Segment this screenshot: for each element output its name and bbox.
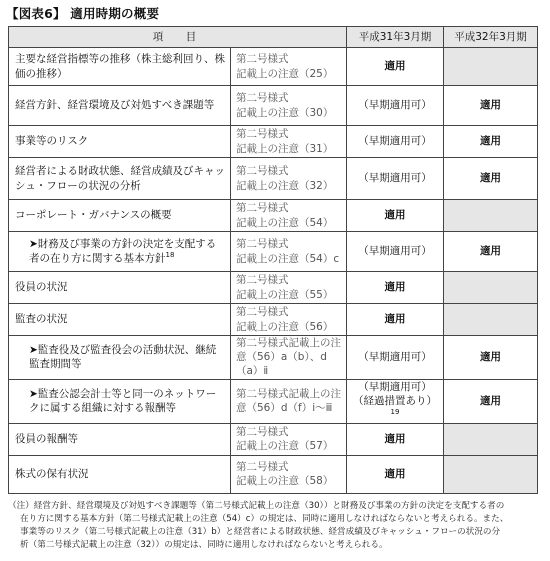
row-fy2020-status: 適用 (444, 232, 538, 272)
row-item-label (9, 86, 231, 126)
row-fy2019-status (347, 423, 444, 455)
status-text: （早期適用可） (358, 245, 432, 258)
row-fy2019-status (347, 86, 444, 126)
form-line-2: 意（56）a（b）、d（a）ⅱ (236, 351, 327, 378)
row-fy2019-status (347, 48, 444, 86)
row-item-label (9, 126, 231, 158)
item-text: 事業等のリスク (15, 135, 89, 148)
item-text: ➤監査公認会計士等と同一のネットワークに属する組織に対する報酬等 (29, 387, 217, 415)
form-line-1: 第二号様式 (236, 53, 289, 66)
table-row (9, 455, 538, 493)
form-line-1: 第二号様式記載上の注 (236, 337, 341, 349)
form-line-2: 記載上の注意（57） (236, 440, 334, 453)
row-item-label (9, 232, 231, 272)
row-fy2020-status (444, 304, 538, 336)
item-text: 経営者による財政状態、経営成績及びキャッシュ・フローの状況の分析 (15, 165, 225, 192)
footnote-line: （注）経営方針、経営環境及び対処すべき課題等（第二号様式記載上の注意（30））と財務及び事業の方針の決定を支配する者の (8, 501, 505, 511)
row-item-label (9, 200, 231, 232)
row-item-label (9, 423, 231, 455)
form-line-1: 第二号様式 (236, 425, 289, 438)
table-row (9, 304, 538, 336)
table-row (9, 126, 538, 158)
row-form-reference (231, 336, 347, 380)
form-line-1: 第二号様式 (236, 274, 289, 287)
table-row (9, 336, 538, 380)
row-form-reference (231, 379, 347, 423)
form-line-2: 記載上の注意（25） (236, 67, 334, 80)
row-form-reference (231, 86, 347, 126)
status-text: （早期適用可） (358, 380, 432, 393)
row-fy2020-status: 適用 (444, 86, 538, 126)
row-fy2020-status (444, 48, 538, 86)
row-fy2020-status (444, 272, 538, 304)
table-row (9, 232, 538, 272)
transitional-text: （経過措置あり） (353, 394, 437, 407)
item-text: コーポレート・ガバナンスの概要 (15, 209, 172, 222)
table-header-row (9, 27, 538, 48)
footnote-line: 析（第二号様式記載上の注意（32））の規定は、同時に適用しなければならないと考えられる。 (20, 539, 388, 550)
row-form-reference (231, 304, 347, 336)
table-row (9, 158, 538, 200)
status-text: 適用 (384, 281, 406, 294)
row-fy2019-status (347, 379, 444, 423)
row-fy2019-status (347, 304, 444, 336)
form-line-1: 第二号様式 (236, 238, 289, 251)
row-fy2020-status: 適用 (444, 336, 538, 380)
item-text: 監査の状況 (15, 313, 68, 326)
form-line-2: 記載上の注意（55） (236, 288, 334, 301)
status-text: 適用 (384, 60, 406, 73)
table-row (9, 86, 538, 126)
row-form-reference (231, 158, 347, 200)
row-fy2019-status (347, 455, 444, 493)
status-text: 適用 (384, 209, 406, 222)
form-line-2: 記載上の注意（54） (236, 216, 334, 229)
form-line-2: 記載上の注意（31） (236, 142, 334, 155)
footnote-line: 在り方に関する基本方針（第二号様式記載上の注意（54）c）の規定は、同時に適用しなければならないと考えられる。また、 (20, 513, 509, 524)
item-text: 役員の状況 (15, 281, 68, 294)
row-fy2020-status: 適用 (444, 158, 538, 200)
row-fy2019-status (347, 158, 444, 200)
item-text: 役員の報酬等 (15, 432, 78, 445)
form-line-2: 記載上の注意（56） (236, 320, 334, 333)
form-line-2: 記載上の注意（32） (236, 179, 334, 192)
table-row (9, 379, 538, 423)
row-fy2019-status (347, 126, 444, 158)
header-fy2019: 平成31年3月期 (347, 27, 444, 48)
row-fy2019-status (347, 272, 444, 304)
row-item-label (9, 336, 231, 380)
form-line-1: 第二号様式 (236, 306, 289, 319)
form-line-1: 第二号様式 (236, 165, 289, 178)
form-line-2: 記載上の注意（30） (236, 106, 334, 119)
row-fy2020-status (444, 455, 538, 493)
row-item-label (9, 48, 231, 86)
status-text: （早期適用可） (358, 99, 432, 112)
item-text: 株式の保有状況 (15, 467, 89, 480)
row-form-reference (231, 272, 347, 304)
table-row (9, 423, 538, 455)
row-form-reference (231, 200, 347, 232)
table-row (9, 272, 538, 304)
row-fy2019-status (347, 336, 444, 380)
row-fy2020-status: 適用 (444, 126, 538, 158)
footnote (8, 500, 540, 552)
table-row (9, 48, 538, 86)
form-line-1: 第二号様式 (236, 460, 289, 473)
item-text: 主要な経営指標等の推移（株主総利回り、株価の推移） (15, 53, 225, 80)
row-item-label (9, 272, 231, 304)
item-text: 経営方針、経営環境及び対処すべき課題等 (15, 99, 215, 112)
row-fy2020-status (444, 423, 538, 455)
footnote-line: 事業等のリスク（第二号様式記載上の注意（31）b）と経営者による財政状態、経営成績及びキャッシュ・フローの状況の分 (20, 526, 501, 537)
form-line-1: 第二号様式記載上の注 (236, 387, 341, 400)
row-fy2020-status (444, 200, 538, 232)
header-fy2020: 平成32年3月期 (444, 27, 538, 48)
status-text: 適用 (384, 313, 406, 326)
row-form-reference (231, 48, 347, 86)
row-form-reference (231, 423, 347, 455)
row-form-reference (231, 232, 347, 272)
status-text: 適用 (384, 432, 406, 445)
row-fy2019-status (347, 200, 444, 232)
form-line-1: 第二号様式 (236, 128, 289, 141)
form-line-1: 第二号様式 (236, 202, 289, 215)
row-form-reference (231, 455, 347, 493)
status-text: （早期適用可） (358, 351, 432, 364)
row-item-label (9, 455, 231, 493)
status-text: （早期適用可） (358, 135, 432, 148)
row-fy2020-status: 適用 (444, 379, 538, 423)
schedule-table (8, 26, 538, 494)
item-text: ➤財務及び事業の方針の決定を支配する者の在り方に関する基本方針 (29, 238, 217, 265)
form-line-1: 第二号様式 (236, 92, 289, 105)
page-title: 【図表6】 適用時期の概要 (6, 6, 160, 21)
status-text: 適用 (384, 467, 406, 480)
item-text: ➤監査役及び監査役会の活動状況、継続監査期間等 (29, 344, 217, 371)
status-text: （早期適用可） (358, 172, 432, 185)
form-line-2: 記載上の注意（58） (236, 475, 334, 488)
footnote-ref: 18 (165, 251, 175, 260)
row-item-label (9, 304, 231, 336)
row-fy2019-status (347, 232, 444, 272)
form-line-2: 意（56）d（f）ⅰ〜ⅲ (236, 402, 333, 415)
header-item: 項 目 (9, 27, 347, 48)
footnote-ref: 19 (390, 407, 400, 416)
row-item-label (9, 379, 231, 423)
row-item-label (9, 158, 231, 200)
row-form-reference (231, 126, 347, 158)
table-row (9, 200, 538, 232)
form-line-2: 記載上の注意（54）c (236, 252, 340, 265)
